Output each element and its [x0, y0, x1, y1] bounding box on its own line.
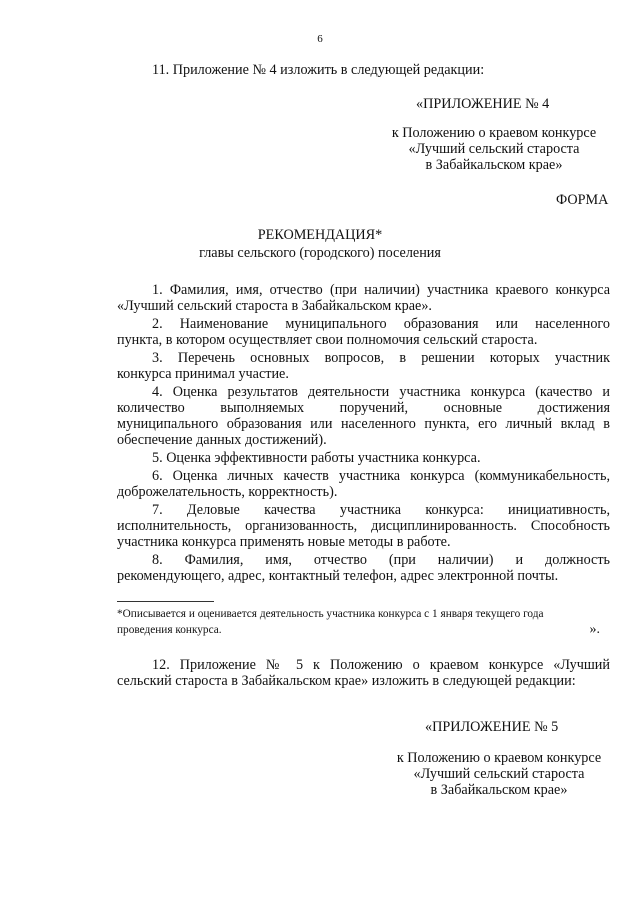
form-item-line: 8. Фамилия, имя, отчество (при наличии) и должность	[152, 552, 610, 568]
appendix-5-reference	[368, 750, 630, 798]
form-item-line: рекомендующего, адрес, контактный телефон, адрес электронной почты.	[117, 568, 559, 584]
footnote-divider	[117, 601, 214, 602]
footnote	[117, 606, 612, 638]
footnote-line: проведения конкурса.	[117, 624, 222, 636]
form-item-7	[117, 502, 610, 550]
page-number: 6	[317, 33, 323, 45]
form-item-8	[117, 552, 610, 584]
form-item-3	[117, 350, 610, 382]
form-label: ФОРМА	[556, 192, 609, 208]
form-item-line: конкурса принимал участие.	[117, 366, 289, 382]
form-item-line: 7. Деловые качества участника конкурса: инициативность,	[152, 502, 610, 518]
appendix-4-reference	[363, 125, 625, 173]
form-item-2	[117, 316, 610, 348]
form-item-line: участника конкурса применять новые методы в работе.	[117, 534, 451, 550]
form-item-line: 6. Оценка личных качеств участника конкурса (коммуникабельность,	[152, 468, 610, 484]
form-item-line: исполнительность, организованность, дисциплинированность. Способность	[117, 518, 610, 534]
form-item-line: 3. Перечень основных вопросов, в решении которых участник	[152, 350, 610, 366]
footnote-line: *Описывается и оценивается деятельность участника конкурса с 1 января текущего года	[117, 608, 544, 620]
appendix-4-ref-line: к Положению о краевом конкурсе	[391, 125, 597, 141]
appendix-4-ref-line: «Лучший сельский староста	[408, 141, 580, 157]
form-item-line: обеспечение данных достижений).	[117, 432, 327, 448]
item-12-text	[117, 657, 610, 689]
form-items-list	[117, 282, 610, 584]
form-item-4	[117, 384, 610, 448]
appendix-5-ref-line: к Положению о краевом конкурсе	[396, 750, 602, 766]
appendix-5-ref-line: «Лучший сельский староста	[413, 766, 585, 782]
form-item-line: 5. Оценка эффективности работы участника конкурса.	[152, 450, 481, 466]
item-12-line: сельский староста в Забайкальском крае» изложить в следующей редакции:	[117, 673, 576, 689]
appendix-4-ref-line: в Забайкальском крае»	[425, 157, 563, 173]
form-item-line: 4. Оценка результатов деятельности участника конкурса (качество и	[152, 384, 610, 400]
closing-quote: ».	[589, 622, 600, 637]
form-item-line: муниципального образования или населенного пункта, его личный вклад в	[117, 416, 610, 432]
form-item-line: пункта, в котором осуществляет свои полномочия сельский староста.	[117, 332, 538, 348]
item-11-text: 11. Приложение № 4 изложить в следующей редакции:	[152, 62, 485, 78]
item-12-line: 12. Приложение № 5 к Положению о краевом конкурсе «Лучший	[152, 657, 610, 673]
appendix-5-title: «ПРИЛОЖЕНИЕ № 5	[425, 719, 559, 735]
form-item-5	[117, 450, 610, 466]
form-item-line: «Лучший сельский староста в Забайкальском крае».	[117, 298, 432, 314]
form-item-1	[117, 282, 610, 314]
form-item-line: 2. Наименование муниципального образования или населенного	[152, 316, 610, 332]
recommendation-subtitle: главы сельского (городского) поселения	[199, 245, 441, 261]
appendix-5-ref-line: в Забайкальском крае»	[430, 782, 568, 798]
form-item-line: доброжелательность, корректность).	[117, 484, 338, 500]
recommendation-title: РЕКОМЕНДАЦИЯ*	[257, 227, 383, 243]
form-item-line: 1. Фамилия, имя, отчество (при наличии) участника краевого конкурса	[152, 282, 610, 298]
appendix-4-title: «ПРИЛОЖЕНИЕ № 4	[416, 96, 550, 112]
form-item-line: количество выполняемых поручений, основные достижения	[117, 400, 610, 416]
form-item-6	[117, 468, 610, 500]
